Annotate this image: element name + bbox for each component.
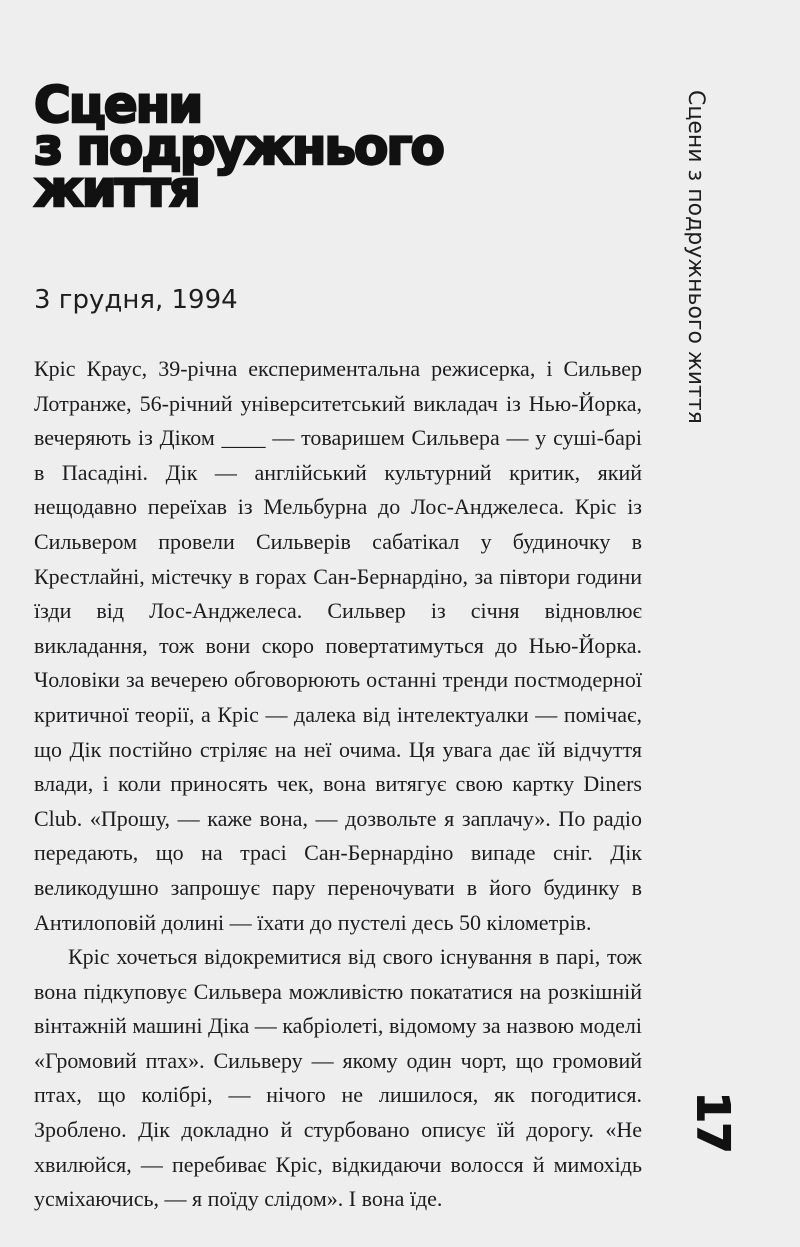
paragraph-1: Кріс Краус, 39-річна експериментальна режисерка, і Сильвер Лотранже, 56-річний університетський викладач із Нью-Йорка, вечеряють із Діком ____ — товаришем Сильвера — у суші-барі в Пасадіні. Дік — англійський культурний критик, який нещодавно переїхав із Мельбурна до Лос-Анджелеса. Кріс із Сильвером провели Сильверів сабатікал у будиночку в Крестлайні, містечку в горах Сан-Бернардіно, за півтори години їзди від Лос-Анджелеса. Сильвер із січня відновлює викладання, тож вони скоро повертатимуться до Нью-Йорка. Чоловіки за вечерею обговорюють останні тренди постмодерної критичної теорії, а Кріс — далека від інтелектуалки — помічає, що Дік постійно стріляє на неї очима. Ця увага дає їй відчуття влади, і коли приносять чек, вона витягує свою картку Diners Club. «Прошу, — каже вона, — дозвольте я заплачу». По радіо передають, що на трасі Сан-Бернардіно випаде сніг. Дік великодушно запрошує пару переночувати в його будинку в Антилоповій долині — їхати до пустелі десь 50 кілометрів. — [34, 356, 642, 935]
paragraph-2: Кріс хочеться відокремитися від свого існування в парі, тож вона підкуповує Сильвера можливістю покататися на розкішній вінтажній машині Діка — кабріолеті, відомому за назвою моделі «Громовий птах». Сильверу — якому один чорт, що громовий птах, що колібрі, — нічого не лишилося, як погодитися. Зроблено. Дік докладно й стурбовано описує їй дорогу. «Не хвилюйся, — перебиває Кріс, відкидаючи волосся й мимохідь усміхаючись, — я поїду слідом». І вона їде. — [34, 944, 642, 1212]
body-text — [34, 352, 642, 1217]
entry-date: 3 грудня, 1994 — [34, 285, 238, 315]
chapter-title-line-1: Сцени — [34, 76, 202, 134]
chapter-title-line-2: з подружнього — [34, 118, 443, 176]
chapter-title — [34, 76, 674, 218]
running-head: Сцени з подружнього життя — [683, 90, 708, 424]
chapter-title-line-3: життя — [34, 160, 199, 218]
page-number: 17 — [687, 1092, 738, 1154]
